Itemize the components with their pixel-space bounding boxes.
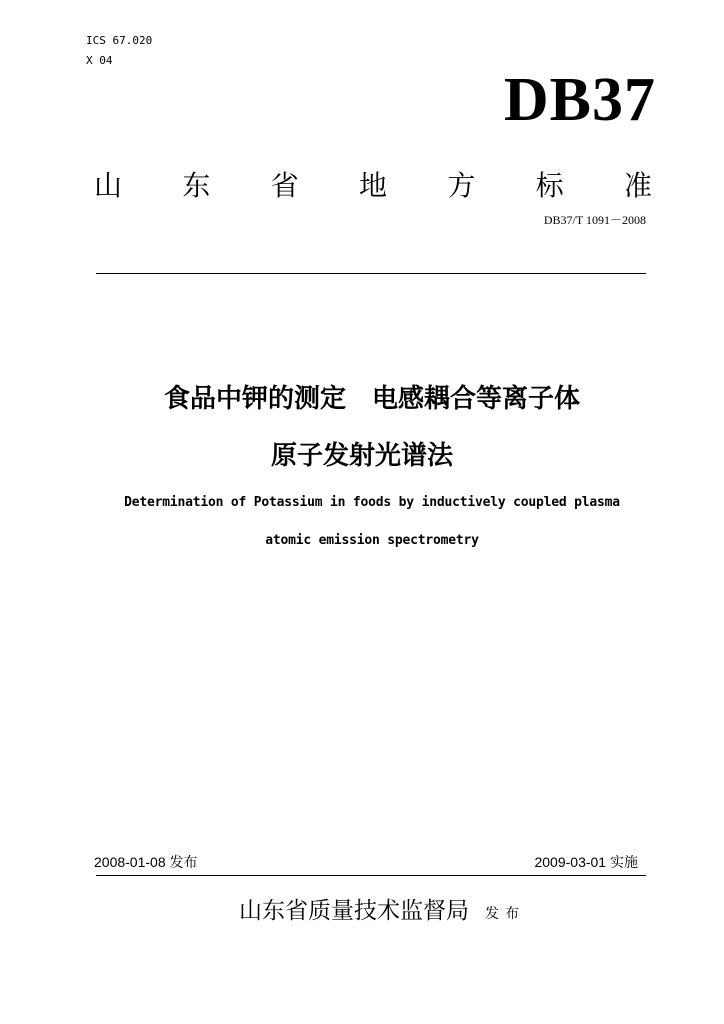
ics-code: ICS 67.020 — [86, 34, 153, 47]
footer-divider — [96, 875, 646, 876]
standard-type-char: 地 — [358, 169, 387, 202]
issuer-block — [0, 894, 724, 928]
standard-type-char: 准 — [623, 169, 652, 202]
implementation-date: 2009-03-01 实施 — [534, 854, 638, 870]
title-english-line-2: atomic emission spectrometry — [265, 533, 479, 548]
issue-label: 发布 — [485, 906, 525, 922]
issuing-authority: 山东省质量技术监督局 — [239, 898, 469, 924]
db-standard-mark: DB37 — [503, 66, 656, 134]
title-chinese-line-2: 原子发射光谱法 — [270, 441, 453, 471]
issue-date: 2008-01-08 发布 — [94, 854, 198, 870]
classification-code: X 04 — [86, 54, 113, 67]
standard-type-char: 东 — [182, 169, 211, 202]
standard-type-char: 省 — [270, 169, 299, 202]
title-english-line-1: Determination of Potassium in foods by inductively coupled plasma — [124, 495, 620, 510]
header-divider — [96, 273, 646, 274]
standard-type-char: 山 — [94, 169, 123, 202]
title-chinese-line-1: 食品中钾的测定 电感耦合等离子体 — [163, 384, 580, 414]
standard-type-heading — [94, 166, 652, 206]
standard-number: DB37/T 1091－2008 — [543, 213, 646, 227]
standard-type-char: 标 — [535, 169, 564, 202]
standard-type-char: 方 — [447, 169, 476, 202]
